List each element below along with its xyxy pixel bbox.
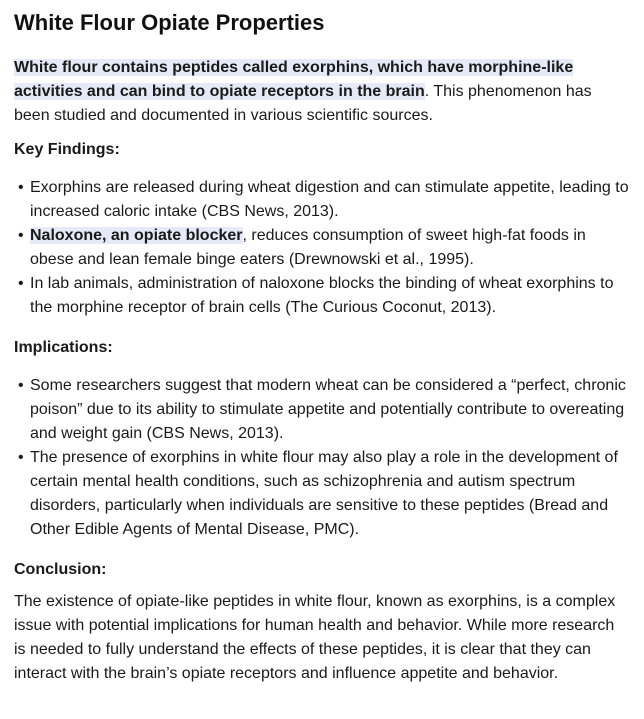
bullet-icon: • (18, 227, 24, 244)
bullet-icon: • (18, 449, 24, 466)
intro-text: . This phenomenon has been studied and documented in various scientific sources. (14, 83, 592, 124)
intro-paragraph (14, 56, 630, 128)
key-findings-list (14, 176, 630, 320)
list-item-text: In lab animals, administration of naloxone blocks the binding of wheat exorphins to the morphine receptor of brain cells (The Curious Coconut, 2013). (30, 275, 614, 316)
key-findings-heading: Key Findings: (14, 141, 120, 158)
list-item (18, 272, 630, 320)
bullet-icon: • (18, 377, 24, 394)
bullet-icon: • (18, 179, 24, 196)
intro-highlight: White flour contains peptides called exorphins, which have morphine-like activities and can bind to opiate receptors in the brain (14, 59, 574, 100)
list-item (18, 374, 630, 446)
conclusion-heading: Conclusion: (14, 561, 107, 578)
list-item-text: The presence of exorphins in white flour may also play a role in the development of certain mental health conditions, such as schizophrenia and autism spectrum disorders, particularly when individuals are sensitive to these peptides (Bread and Other Edible Agents of Mental Disease, PMC). (30, 449, 618, 538)
list-item-highlight: Naloxone, an opiate blocker (30, 227, 243, 244)
page-title: White Flour Opiate Properties (14, 10, 325, 35)
implications-list (14, 374, 630, 542)
list-item-text: , reduces consumption of sweet high-fat foods in obese and lean female binge eaters (Drewnowski et al., 1995). (30, 227, 586, 268)
bullet-icon: • (18, 275, 24, 292)
list-item (18, 176, 630, 224)
list-item-text: Exorphins are released during wheat digestion and can stimulate appetite, leading to increased caloric intake (CBS News, 2013). (30, 179, 629, 220)
conclusion-paragraph: The existence of opiate-like peptides in white flour, known as exorphins, is a complex issue with potential implications for human health and behavior. While more research is needed to fully understand the effects of these peptides, it is clear that they can interact with the brain’s opiate receptors and influence appetite and behavior. (14, 593, 616, 682)
implications-heading: Implications: (14, 339, 113, 356)
list-item (18, 446, 630, 542)
list-item (18, 224, 630, 272)
list-item-text: Some researchers suggest that modern wheat can be considered a “perfect, chronic poison” due to its ability to stimulate appetite and potentially contribute to overeating and weight gain (CBS News, 2013). (30, 377, 626, 442)
